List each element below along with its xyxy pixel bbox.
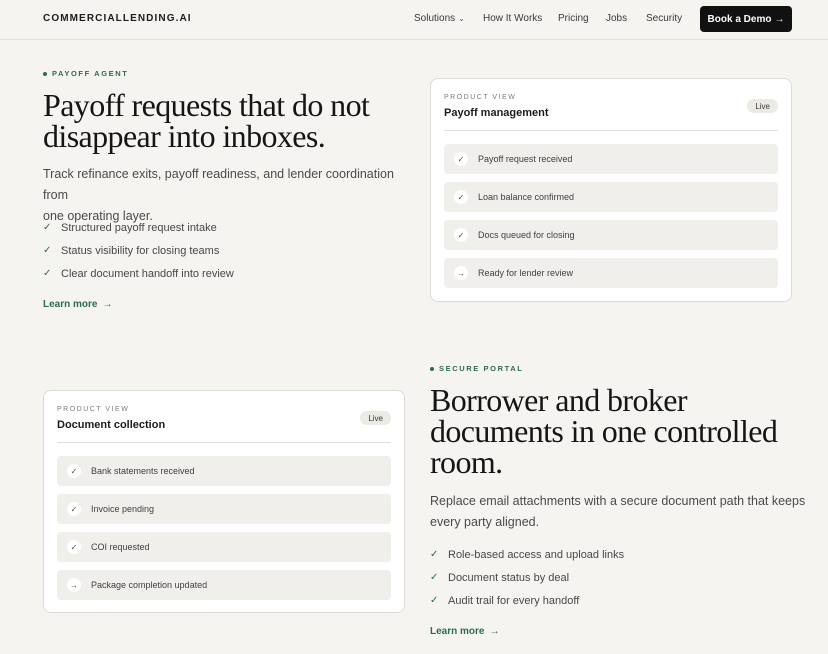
payoff-eyebrow (43, 69, 128, 78)
arrow-right-icon: → (102, 299, 113, 310)
check-icon: ✓ (67, 540, 81, 554)
check-icon: ✓ (454, 190, 468, 204)
list-item (43, 239, 234, 262)
check-icon: ✓ (454, 152, 468, 166)
portal-bullets (430, 543, 624, 612)
divider (57, 442, 391, 443)
status-row (444, 182, 778, 212)
status-row (444, 258, 778, 288)
check-icon: ✓ (454, 228, 468, 242)
status-row (444, 220, 778, 250)
arrow-right-icon: → (454, 266, 468, 280)
brand-logo[interactable]: COMMERCIALLENDING.AI (43, 13, 192, 24)
bullet-text: Document status by deal (448, 571, 570, 584)
check-icon: ✓ (430, 595, 439, 606)
payoff-bullets (43, 216, 234, 285)
card-title: Document collection (57, 419, 166, 431)
status-row-text: Package completion updated (91, 580, 208, 590)
status-row-text: Payoff request received (478, 154, 573, 164)
chevron-down-icon: ⌄ (458, 14, 465, 23)
portal-headline-line3: room. (430, 444, 503, 480)
eyebrow-dot-icon (43, 72, 47, 76)
check-icon: ✓ (43, 245, 52, 256)
arrow-right-icon: → (67, 578, 81, 592)
learn-more-label: Learn more (430, 626, 485, 637)
status-row-text: Bank statements received (91, 466, 195, 476)
nav-link-solutions-label: Solutions (414, 13, 456, 24)
bullet-text: Role-based access and upload links (448, 548, 625, 561)
nav-link-pricing[interactable]: Pricing (558, 13, 589, 24)
card-rows (444, 144, 778, 296)
status-row-text: Invoice pending (91, 504, 155, 514)
portal-lead-line1: Replace email attachments with a secure document path that keeps (430, 494, 806, 508)
list-item (430, 589, 624, 612)
status-row-text: COI requested (91, 542, 150, 552)
portal-learn-more-link[interactable] (430, 626, 499, 637)
list-item (43, 216, 234, 239)
eyebrow-dot-icon (430, 367, 434, 371)
nav-link-security[interactable]: Security (646, 13, 683, 24)
portal-headline-line1: Borrower and broker (430, 382, 687, 418)
portal-lead (430, 491, 810, 533)
arrow-right-icon: → (489, 626, 500, 637)
nav-link-how-it-works[interactable]: How It Works (483, 13, 543, 24)
nav-link-jobs[interactable]: Jobs (606, 13, 628, 24)
list-item (430, 566, 624, 589)
document-collection-card (43, 390, 405, 613)
list-item (430, 543, 624, 566)
check-icon: ✓ (43, 268, 52, 279)
portal-eyebrow (430, 364, 523, 373)
card-rows (57, 456, 391, 608)
card-title: Payoff management (444, 107, 549, 119)
status-row (444, 144, 778, 174)
payoff-learn-more-link[interactable] (43, 299, 112, 310)
bullet-text: Structured payoff request intake (61, 221, 217, 234)
bullet-text: Audit trail for every handoff (448, 594, 580, 607)
portal-headline (430, 382, 778, 480)
bullet-text: Clear document handoff into review (61, 267, 234, 280)
book-demo-button[interactable] (700, 6, 792, 32)
check-icon: ✓ (67, 464, 81, 478)
check-icon: ✓ (430, 549, 439, 560)
nav-link-solutions[interactable] (414, 13, 465, 24)
status-row (57, 456, 391, 486)
card-label: PRODUCT VIEW (57, 406, 130, 413)
portal-eyebrow-text: SECURE PORTAL (439, 364, 524, 373)
status-row (57, 532, 391, 562)
status-row-text: Docs queued for closing (478, 230, 575, 240)
card-label: PRODUCT VIEW (444, 94, 517, 101)
payoff-headline (43, 87, 370, 154)
list-item (43, 262, 234, 285)
check-icon: ✓ (43, 222, 52, 233)
check-icon: ✓ (430, 572, 439, 583)
book-demo-label: Book a Demo (707, 13, 772, 25)
top-navbar (0, 0, 828, 40)
bullet-text: Status visibility for closing teams (61, 244, 220, 257)
status-row (57, 570, 391, 600)
status-row-text: Loan balance confirmed (478, 192, 575, 202)
status-badge: Live (747, 99, 778, 113)
check-icon: ✓ (67, 502, 81, 516)
portal-headline-line2: documents in one controlled (430, 413, 778, 449)
payoff-eyebrow-text: PAYOFF AGENT (52, 69, 129, 78)
payoff-lead-line1: Track refinance exits, payoff readiness, and lender coordination from (43, 167, 394, 202)
payoff-lead-line2: one operating layer. (43, 209, 153, 223)
payoff-management-card (430, 78, 792, 302)
payoff-headline-line1: Payoff requests that do not (43, 87, 370, 123)
payoff-headline-line2: disappear into inboxes. (43, 118, 326, 154)
status-row (57, 494, 391, 524)
arrow-right-icon: → (774, 13, 785, 25)
portal-lead-line2: every party aligned. (430, 515, 540, 529)
status-row-text: Ready for lender review (478, 268, 574, 278)
status-badge: Live (360, 411, 391, 425)
divider (444, 130, 778, 131)
learn-more-label: Learn more (43, 299, 98, 310)
